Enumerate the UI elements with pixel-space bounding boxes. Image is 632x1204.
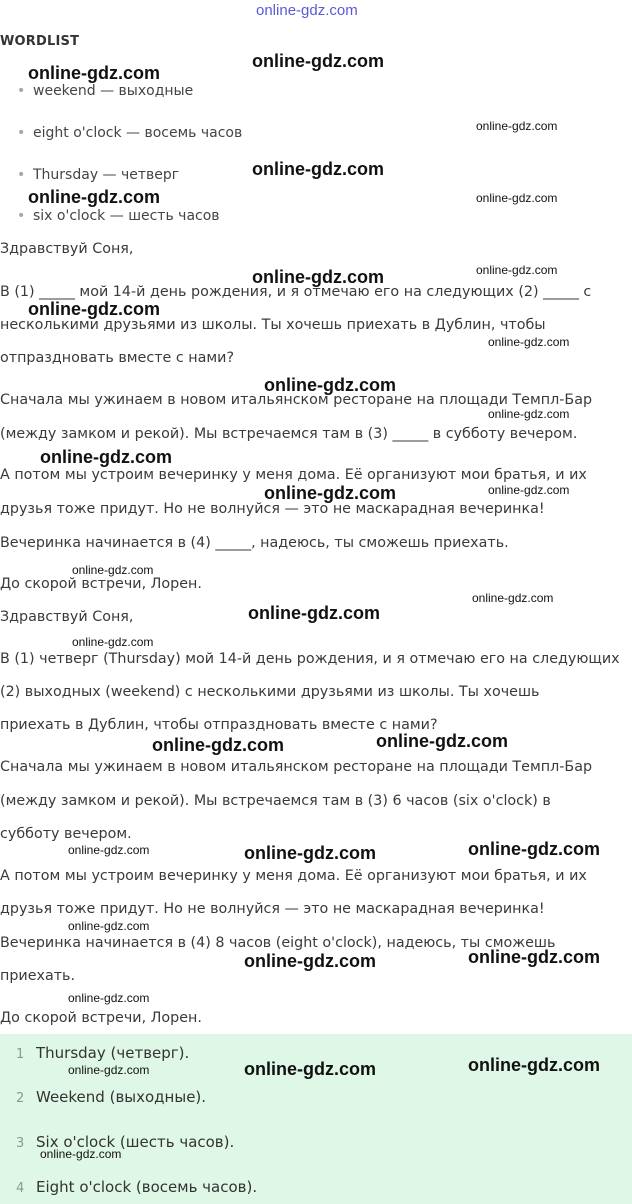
- watermark: online-gdz.com: [476, 263, 558, 277]
- answer-number: 1: [16, 1047, 25, 1062]
- answer-text: Weekend (выходные).: [36, 1088, 207, 1106]
- watermark: online-gdz.com: [252, 159, 384, 179]
- letter-line: А потом мы устроим вечеринку у меня дома. Её организуют мои братья, и их: [0, 467, 587, 483]
- answer-text: Eight o'clock (восемь часов).: [36, 1178, 258, 1196]
- watermark: online-gdz.com: [28, 63, 160, 83]
- wordlist-item-text: Thursday — четверг: [33, 167, 180, 183]
- watermark: online-gdz.com: [244, 1059, 376, 1079]
- letter-line: Вечеринка начинается в (4) _____, надеюсь, ты сможешь приехать.: [0, 535, 509, 551]
- letter-line: До скорой встречи, Лорен.: [0, 1010, 202, 1026]
- watermark: online-gdz.com: [252, 51, 384, 71]
- bullet-icon: •: [17, 83, 26, 99]
- letter-line: Сначала мы ужинаем в новом итальянском ресторане на площади Темпл-Бар: [0, 392, 593, 408]
- watermark: online-gdz.com: [72, 635, 154, 649]
- answer-item: [16, 1044, 189, 1062]
- letter-line: (между замком и рекой). Мы встречаемся там в (3) 6 часов (six o'clock) в: [0, 793, 551, 809]
- watermark: online-gdz.com: [488, 483, 570, 497]
- wordlist-item-text: weekend — выходные: [33, 83, 194, 99]
- letter-line: отпраздновать вместе с нами?: [0, 350, 235, 366]
- top-watermark: online-gdz.com: [256, 2, 358, 19]
- letter-line: Здравствуй Соня,: [0, 241, 134, 257]
- letter-line: приехать.: [0, 968, 76, 984]
- watermark: online-gdz.com: [40, 1147, 122, 1161]
- watermark: online-gdz.com: [68, 843, 150, 857]
- letter-line: Сначала мы ужинаем в новом итальянском ресторане на площади Темпл-Бар: [0, 759, 593, 775]
- wordlist-item: [17, 208, 220, 224]
- watermark: online-gdz.com: [488, 335, 570, 349]
- watermark: online-gdz.com: [468, 947, 600, 967]
- letter-line: Здравствуй Соня,: [0, 609, 134, 625]
- wordlist-heading: WORDLIST: [0, 34, 80, 49]
- answer-text: Thursday (четверг).: [36, 1044, 190, 1062]
- watermark: online-gdz.com: [476, 119, 558, 133]
- watermark: online-gdz.com: [264, 483, 396, 503]
- bullet-icon: •: [17, 208, 26, 224]
- letter-line: (между замком и рекой). Мы встречаемся там в (3) _____ в субботу вечером.: [0, 426, 578, 442]
- letter-line: (2) выходных (weekend) с несколькими друзьями из школы. Ты хочешь: [0, 684, 540, 700]
- letter-line: друзья тоже придут. Но не волнуйся — это не маскарадная вечеринка!: [0, 501, 545, 517]
- watermark: online-gdz.com: [28, 187, 160, 207]
- letter-line: Вечеринка начинается в (4) 8 часов (eight o'clock), надеюсь, ты сможешь: [0, 935, 556, 951]
- watermark: online-gdz.com: [68, 991, 150, 1005]
- bullet-icon: •: [17, 167, 26, 183]
- watermark: online-gdz.com: [468, 839, 600, 859]
- wordlist-item-text: six o'clock — шесть часов: [33, 208, 220, 224]
- letter-line: В (1) _____ мой 14-й день рождения, и я отмечаю его на следующих (2) _____ с: [0, 284, 592, 300]
- watermark: online-gdz.com: [68, 1063, 150, 1077]
- answer-item: [16, 1178, 257, 1196]
- letter-line: друзья тоже придут. Но не волнуйся — это не маскарадная вечеринка!: [0, 901, 545, 917]
- watermark: online-gdz.com: [376, 731, 508, 751]
- watermark: online-gdz.com: [244, 843, 376, 863]
- watermark: online-gdz.com: [68, 919, 150, 933]
- watermark: online-gdz.com: [72, 563, 154, 577]
- watermark: online-gdz.com: [244, 951, 376, 971]
- watermark: online-gdz.com: [476, 191, 558, 205]
- watermark: online-gdz.com: [468, 1055, 600, 1075]
- watermark: online-gdz.com: [152, 735, 284, 755]
- wordlist-item-text: eight o'clock — восемь часов: [33, 125, 243, 141]
- letter-line: В (1) четверг (Thursday) мой 14-й день рождения, и я отмечаю его на следующих: [0, 651, 620, 667]
- letter-line: субботу вечером.: [0, 826, 132, 842]
- watermark: online-gdz.com: [40, 447, 172, 467]
- letter-line: А потом мы устроим вечеринку у меня дома. Её организуют мои братья, и их: [0, 868, 587, 884]
- letter-line: приехать в Дублин, чтобы отпраздновать вместе с нами?: [0, 717, 438, 733]
- watermark: online-gdz.com: [472, 591, 554, 605]
- answer-number: 3: [16, 1136, 25, 1151]
- wordlist-item: [17, 167, 179, 183]
- watermark: online-gdz.com: [264, 375, 396, 395]
- answer-number: 2: [16, 1091, 25, 1106]
- bullet-icon: •: [17, 125, 26, 141]
- letter-line: несколькими друзьями из школы. Ты хочешь приехать в Дублин, чтобы: [0, 317, 546, 333]
- letter-line: До скорой встречи, Лорен.: [0, 576, 202, 592]
- watermark: online-gdz.com: [252, 267, 384, 287]
- watermark: online-gdz.com: [248, 603, 380, 623]
- answer-text: Six o'clock (шесть часов).: [36, 1133, 235, 1151]
- answer-number: 4: [16, 1181, 25, 1196]
- watermark: online-gdz.com: [488, 407, 570, 421]
- answer-item: [16, 1088, 206, 1106]
- wordlist-item: [17, 125, 242, 141]
- wordlist-item: [17, 83, 193, 99]
- watermark: online-gdz.com: [28, 299, 160, 319]
